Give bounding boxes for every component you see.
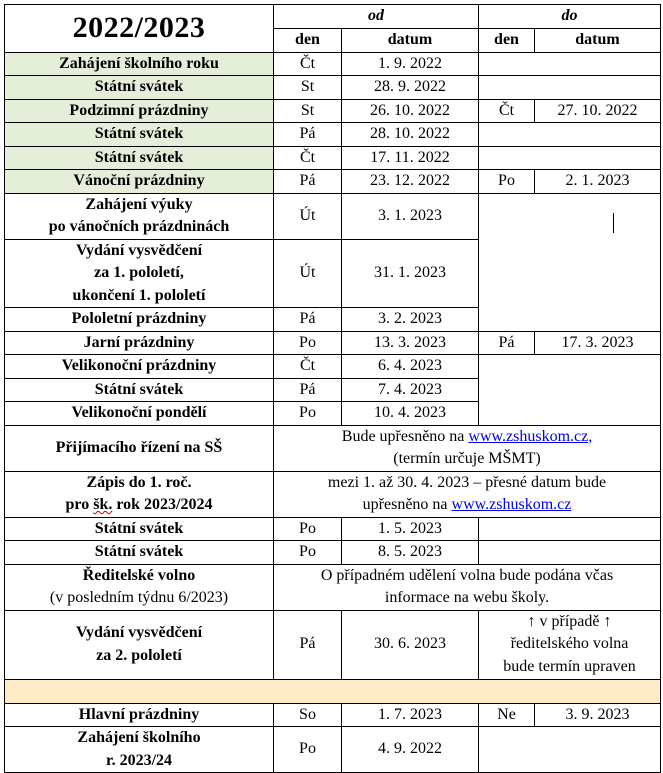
row-label: Jarní prázdniny — [5, 331, 274, 355]
od-den: St — [274, 76, 342, 100]
note-line — [277, 426, 657, 449]
row-label-line: ukončení 1. pololetí — [72, 286, 206, 304]
od-datum: 28. 9. 2022 — [342, 76, 479, 100]
od-den: Po — [274, 331, 342, 355]
table-row — [5, 331, 661, 355]
do-empty-merged — [479, 355, 661, 426]
table-row — [5, 727, 661, 773]
row-note — [479, 610, 661, 679]
od-datum: 30. 6. 2023 — [342, 610, 479, 679]
od-datum: 23. 12. 2022 — [342, 170, 479, 194]
row-label-line: (v posledním týdnu 6/2023) — [49, 589, 229, 606]
od-den: Pá — [274, 610, 342, 679]
note-line: ↑ v případě ↑ — [527, 612, 612, 630]
row-label: Státní svátek — [5, 517, 274, 541]
note-line: mezi 1. až 30. 4. 2023 – přesné datum bude — [327, 473, 607, 491]
table-row — [5, 76, 661, 100]
school-website-link[interactable]: www.zshuskom.cz, — [468, 427, 593, 445]
separator-band-row — [5, 679, 661, 703]
table-row — [5, 193, 661, 239]
header-do-datum: datum — [535, 28, 661, 52]
row-label — [5, 564, 274, 610]
note-line: bude termín upraven — [503, 657, 636, 675]
od-den: Po — [274, 727, 342, 773]
od-datum: 3. 1. 2023 — [342, 193, 479, 239]
od-den: Po — [274, 541, 342, 565]
od-den: Út — [274, 193, 342, 239]
table-row — [5, 146, 661, 170]
row-label: Státní svátek — [5, 123, 274, 147]
od-datum: 17. 11. 2022 — [342, 146, 479, 170]
od-den: Čt — [274, 52, 342, 76]
table-row — [5, 610, 661, 679]
od-den: So — [274, 703, 342, 727]
row-label-line: Zahájení výuky — [85, 195, 193, 213]
row-label-line: po vánočních prázdninách — [48, 218, 230, 235]
row-note — [274, 564, 661, 610]
table-row — [5, 564, 661, 610]
text-cursor — [613, 213, 614, 233]
row-label: Přijímacího řízení na SŠ — [5, 425, 274, 471]
row-label-line: Ředitelské volno — [82, 566, 196, 584]
row-note — [274, 425, 661, 471]
row-label-line: Zahájení školního — [77, 729, 201, 746]
do-datum: 3. 9. 2023 — [535, 703, 661, 727]
note-line: informace na webu školy. — [384, 589, 550, 606]
note-text: upřesněno na — [362, 496, 452, 513]
row-label: Hlavní prázdniny — [5, 703, 274, 727]
note-line: O případném udělení volna bude podána včas — [320, 566, 614, 584]
od-datum: 1. 9. 2022 — [342, 52, 479, 76]
do-empty — [479, 517, 661, 541]
do-empty — [479, 52, 661, 76]
od-den: Pá — [274, 170, 342, 194]
row-label — [5, 193, 274, 239]
do-datum: 2. 1. 2023 — [535, 170, 661, 194]
row-label-line: r. 2023/24 — [105, 751, 173, 769]
od-datum: 1. 5. 2023 — [342, 517, 479, 541]
od-den: Po — [274, 517, 342, 541]
od-datum: 31. 1. 2023 — [342, 239, 479, 308]
od-datum: 8. 5. 2023 — [342, 541, 479, 565]
row-label — [5, 471, 274, 517]
table-row — [5, 355, 661, 379]
row-label: Státní svátek — [5, 541, 274, 565]
do-empty-merged — [479, 193, 661, 331]
row-label: Podzimní prázdniny — [5, 99, 274, 123]
row-label — [5, 239, 274, 308]
table-row — [5, 425, 661, 471]
od-den: Pá — [274, 378, 342, 402]
od-datum: 28. 10. 2022 — [342, 123, 479, 147]
od-datum: 26. 10. 2022 — [342, 99, 479, 123]
row-label: Zahájení školního roku — [5, 52, 274, 76]
od-den: Pá — [274, 308, 342, 332]
do-den: Pá — [479, 331, 535, 355]
table-row — [5, 471, 661, 517]
header-od-datum: datum — [342, 28, 479, 52]
od-den: Út — [274, 239, 342, 308]
od-den: Pá — [274, 123, 342, 147]
label-part: rok 2023/2024 — [112, 496, 213, 513]
od-datum: 13. 3. 2023 — [342, 331, 479, 355]
row-label-line: za 1. pololetí, — [94, 264, 184, 281]
row-label: Velikonoční prázdniny — [5, 355, 274, 379]
row-label: Státní svátek — [5, 146, 274, 170]
table-row — [5, 517, 661, 541]
od-datum: 7. 4. 2023 — [342, 378, 479, 402]
school-website-link[interactable]: www.zshuskom.cz — [451, 496, 572, 513]
do-empty — [479, 76, 661, 100]
do-empty — [479, 541, 661, 565]
header-row-1 — [5, 5, 661, 29]
od-datum: 10. 4. 2023 — [342, 402, 479, 426]
table-row — [5, 703, 661, 727]
row-label-line: Vydání vysvědčení — [75, 624, 203, 641]
spellcheck-word: šk. — [93, 496, 113, 513]
row-label: Státní svátek — [5, 378, 274, 402]
note-line — [277, 494, 657, 517]
od-den: Po — [274, 402, 342, 426]
od-datum: 6. 4. 2023 — [342, 355, 479, 379]
label-part: pro — [65, 496, 94, 513]
do-empty — [479, 727, 661, 773]
note-line: ředitelského volna — [510, 635, 629, 653]
od-datum: 3. 2. 2023 — [342, 308, 479, 332]
note-text: Bude upřesněno na — [341, 427, 469, 445]
do-den: Čt — [479, 99, 535, 123]
do-den: Po — [479, 170, 535, 194]
row-label: Pololetní prázdniny — [5, 308, 274, 332]
row-label-line: Zápis do 1. roč. — [86, 473, 192, 491]
do-empty — [479, 146, 661, 170]
row-label-line: Vydání vysvědčení — [75, 241, 203, 259]
od-datum: 4. 9. 2022 — [342, 727, 479, 773]
do-datum: 27. 10. 2022 — [535, 99, 661, 123]
od-den: St — [274, 99, 342, 123]
header-od-den: den — [274, 28, 342, 52]
school-year-title: 2022/2023 — [5, 5, 274, 53]
table-row — [5, 123, 661, 147]
row-label-line: za 2. pololetí — [96, 646, 182, 664]
row-label: Velikonoční pondělí — [5, 402, 274, 426]
row-label-line — [8, 494, 270, 517]
od-den: Čt — [274, 146, 342, 170]
row-label: Státní svátek — [5, 76, 274, 100]
note-line: (termín určuje MŠMT) — [393, 450, 541, 467]
do-datum: 17. 3. 2023 — [535, 331, 661, 355]
row-note — [274, 471, 661, 517]
row-label — [5, 610, 274, 679]
od-den: Čt — [274, 355, 342, 379]
od-datum: 1. 7. 2023 — [342, 703, 479, 727]
table-row — [5, 170, 661, 194]
row-label: Vánoční prázdniny — [5, 170, 274, 194]
do-den: Ne — [479, 703, 535, 727]
school-year-calendar-table — [4, 4, 661, 773]
separator-band — [5, 679, 661, 703]
row-label — [5, 727, 274, 773]
table-row — [5, 52, 661, 76]
header-do: do — [479, 5, 661, 29]
header-do-den: den — [479, 28, 535, 52]
header-od: od — [274, 5, 479, 29]
table-row — [5, 99, 661, 123]
do-empty — [479, 123, 661, 147]
table-row — [5, 541, 661, 565]
